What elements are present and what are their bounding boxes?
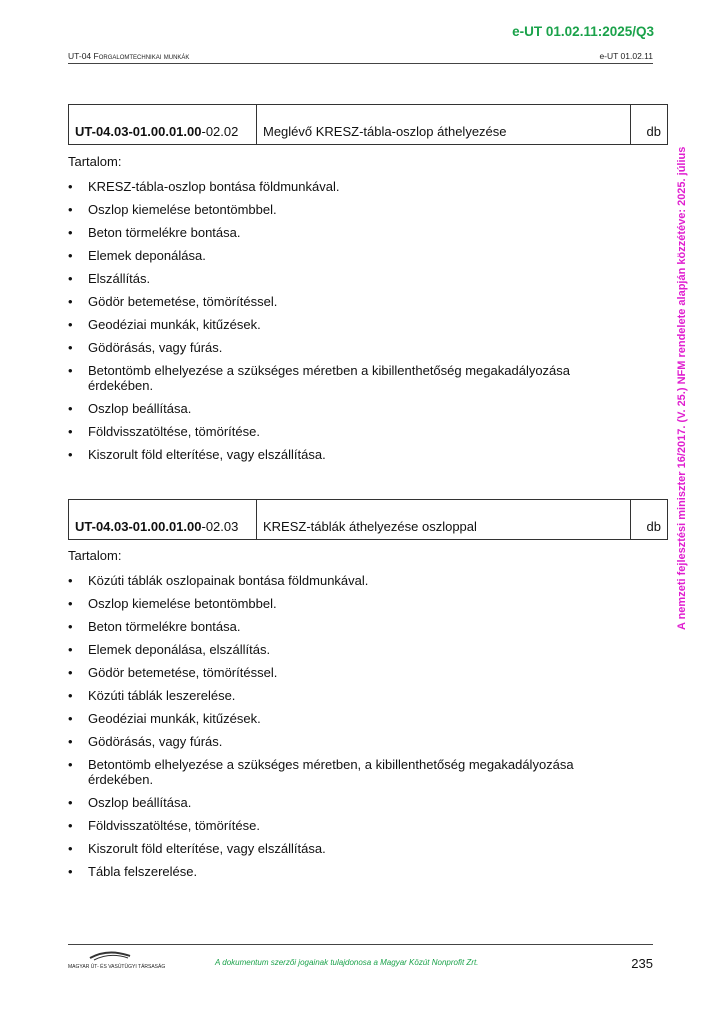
copyright-note: A dokumentum szerzői jogainak tulajdonosa a Magyar Közút Nonprofit Zrt. [215, 958, 479, 967]
bullet-item: • Geodéziai munkák, kitűzések. [68, 317, 608, 332]
running-header [68, 50, 653, 64]
bullet-item: • Gödör betemetése, tömörítéssel. [68, 665, 608, 680]
page-number: 235 [631, 956, 653, 971]
bullet-item: • Közúti táblák leszerelése. [68, 688, 608, 703]
content-list [68, 573, 608, 887]
bullet-item: • Oszlop kiemelése betontömbbel. [68, 596, 608, 611]
bullet-item: • Gödörásás, vagy fúrás. [68, 734, 608, 749]
bullet-item: • Betontömb elhelyezése a szükséges méretben, a kibillenthetőség megakadályozása érdekében. [68, 757, 608, 787]
bullet-item: • Elszállítás. [68, 271, 608, 286]
bullet-item: • KRESZ-tábla-oszlop bontása földmunkával. [68, 179, 608, 194]
content-list [68, 179, 608, 470]
bullet-item: • Kiszorult föld elterítése, vagy elszállítása. [68, 841, 608, 856]
content-label: Tartalom: [68, 548, 122, 563]
running-header-left: UT-04 Forgalomtechnikai munkák [68, 51, 190, 61]
bullet-item: • Oszlop beállítása. [68, 401, 608, 416]
company-logo [68, 950, 168, 970]
bullet-item: • Oszlop beállítása. [68, 795, 608, 810]
item-header-table [68, 104, 668, 145]
bullet-item: • Kiszorult föld elterítése, vagy elszállítása. [68, 447, 608, 462]
item-title: KRESZ-táblák áthelyezése oszloppal [257, 500, 631, 540]
item-unit: db [631, 500, 668, 540]
bullet-item: • Oszlop kiemelése betontömbbel. [68, 202, 608, 217]
item-title: Meglévő KRESZ-tábla-oszlop áthelyezése [257, 105, 631, 145]
bullet-item: • Tábla felszerelése. [68, 864, 608, 879]
item-unit: db [631, 105, 668, 145]
content-label: Tartalom: [68, 154, 122, 169]
item-header-table [68, 499, 668, 540]
doc-code: e-UT 01.02.11:2025/Q3 [512, 24, 654, 39]
bullet-item: • Beton törmelékre bontása. [68, 225, 608, 240]
bullet-item: • Betontömb elhelyezése a szükséges méretben a kibillenthetőség megakadályozása érdekében. [68, 363, 608, 393]
svg-text:MAGYAR ÚT- ÉS VASÚTÜGYI TÁRSAS: MAGYAR ÚT- ÉS VASÚTÜGYI TÁRSASÁG [68, 964, 166, 970]
bullet-item: • Elemek deponálása, elszállítás. [68, 642, 608, 657]
publication-note: A nemzeti fejlesztési miniszter 16/2017. (V. 25.) NFM rendelete alapján közzétéve: 2025. július [676, 146, 688, 630]
bullet-item: • Gödör betemetése, tömörítéssel. [68, 294, 608, 309]
bullet-item: • Gödörásás, vagy fúrás. [68, 340, 608, 355]
item-code: UT-04.03-01.00.01.00-02.03 [69, 500, 257, 540]
bullet-item: • Földvisszatöltése, tömörítése. [68, 818, 608, 833]
bullet-item: • Geodéziai munkák, kitűzések. [68, 711, 608, 726]
bullet-item: • Közúti táblák oszlopainak bontása földmunkával. [68, 573, 608, 588]
running-header-right: e-UT 01.02.11 [599, 51, 653, 61]
bullet-item: • Földvisszatöltése, tömörítése. [68, 424, 608, 439]
bullet-item: • Beton törmelékre bontása. [68, 619, 608, 634]
footer-rule [68, 944, 653, 945]
bullet-item: • Elemek deponálása. [68, 248, 608, 263]
item-code: UT-04.03-01.00.01.00-02.02 [69, 105, 257, 145]
